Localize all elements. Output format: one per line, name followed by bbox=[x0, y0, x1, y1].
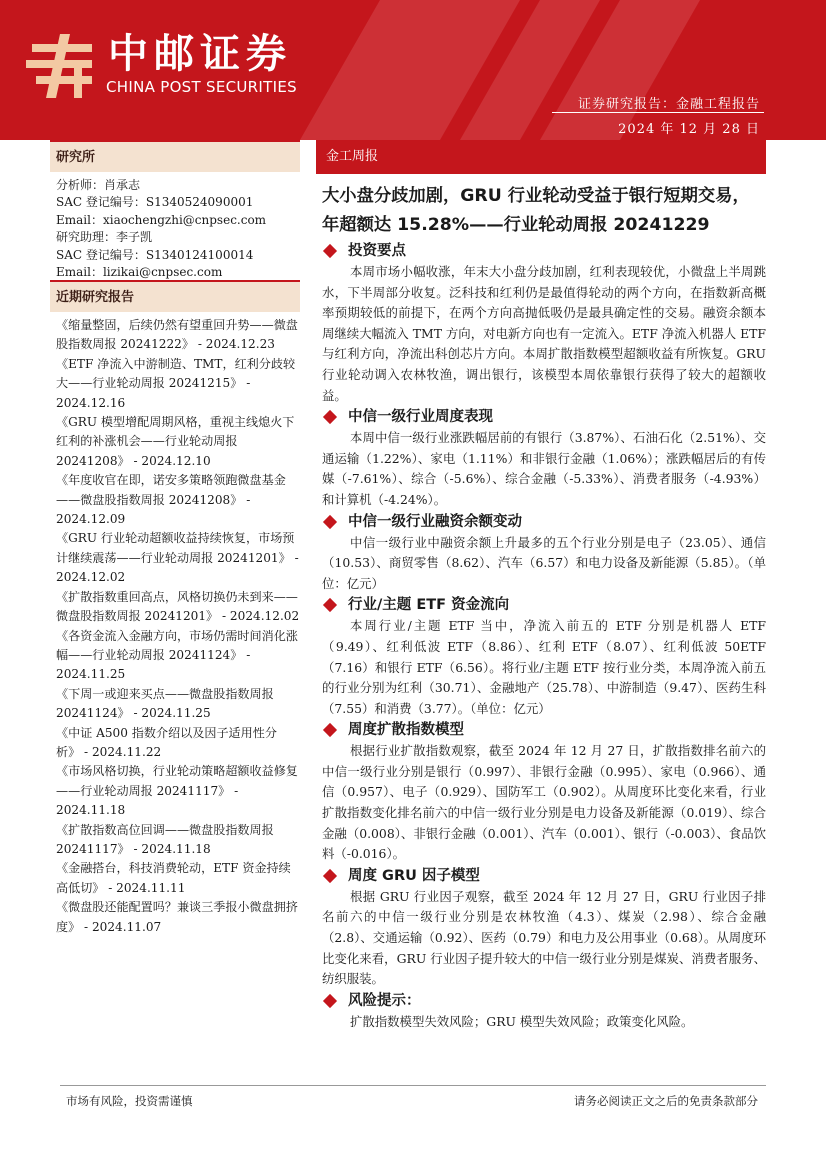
section-heading-key-points bbox=[322, 240, 766, 262]
header-band bbox=[0, 0, 826, 140]
section-heading-gru-model bbox=[322, 865, 766, 887]
section-body: 根据行业扩散指数观察，截至 2024 年 12 月 27 日，扩散指数排名前六的中信一级行业分别是银行（0.997）、非银行金融（0.995）、家电（0.966）、通信（0.957）、电子（0.929）、国防军工（0.902）。从周度环比变化来看，行业扩散指数变化排名前六的中信一级行业分别是电力设备及新能源（0.019）、综合金融（0.008）、非银行金融（0.001）、汽车（0.001）、银行（-0.003）、食品饮料（-0.016）。 bbox=[322, 743, 766, 862]
china-post-logo-icon bbox=[26, 30, 98, 102]
diamond-bullet-icon bbox=[323, 994, 337, 1008]
report-item[interactable] bbox=[56, 859, 300, 898]
assistant-name: 研究助理：李子凯 bbox=[56, 230, 153, 245]
report-date: 2024 年 12 月 28 日 bbox=[618, 122, 760, 137]
report-date: - 2024.11.07 bbox=[80, 919, 162, 934]
report-item[interactable] bbox=[56, 413, 300, 471]
report-item[interactable] bbox=[56, 355, 300, 413]
assistant-email[interactable]: Email：lizikai@cnpsec.com bbox=[56, 265, 223, 280]
report-item[interactable] bbox=[56, 762, 300, 820]
report-title: 《年度收官在即，诺安多策略领跑微盘基金——微盘股指数周报 20241208》 bbox=[56, 473, 286, 507]
analyst-name: 分析师：肖承志 bbox=[56, 178, 141, 192]
report-title: 大小盘分歧加剧，GRU 行业轮动受益于银行短期交易，年超额达 15.28%——行业轮动周报 20241229 bbox=[322, 186, 750, 235]
report-date: - 2024.12.09 bbox=[56, 492, 251, 527]
report-date: - 2024.12.10 bbox=[129, 453, 211, 468]
analyst-email[interactable]: Email：xiaochengzhi@cnpsec.com bbox=[56, 212, 267, 227]
footer-divider bbox=[60, 1085, 766, 1086]
report-title: 《缩量整固，后续仍然有望重回升势——微盘股指数周报 20241222》 bbox=[56, 318, 298, 352]
logo-chinese-text: 中邮证券 bbox=[108, 31, 292, 77]
report-title: 《扩散指数高位回调——微盘股指数周报 20241117》 bbox=[56, 822, 274, 856]
section-heading-risk-warning bbox=[322, 990, 766, 1012]
report-item[interactable] bbox=[56, 821, 300, 860]
assistant-sac: SAC 登记编号：S1340124100014 bbox=[56, 247, 254, 262]
section-body: 本周市场小幅收涨，年末大小盘分歧加剧，红利表现较优，小微盘上半周跳水，下半周部分收复。泛科技和红利仍是最值得轮动的两个方向，在指数新高概率预期较低的前提下，在两个方向高抛低吸仍是最具确定性的交易。融资余额本周继续大幅流入 TMT 方向，对电新方向也有一定流入。ETF 净流入机器人 ETF 与红利方向，净流出科创芯片方向。本周扩散指数模型超额收益有所恢复。GRU 行业轮动调入农林牧渔，调出银行，该模型本周依靠银行获得了较大的超额收益。 bbox=[322, 264, 766, 403]
report-date: - 2024.11.25 bbox=[129, 706, 211, 721]
report-title: 《中证 A500 指数介绍以及因子适用性分析》 bbox=[56, 725, 277, 759]
diamond-bullet-icon bbox=[323, 244, 337, 258]
section-heading-text: 中信一级行业周度表现 bbox=[348, 409, 493, 426]
report-date: - 2024.11.18 bbox=[56, 783, 239, 818]
analyst-sac: SAC 登记编号：S1340524090001 bbox=[56, 195, 254, 210]
report-title: 《微盘股还能配置吗？兼谈三季报小微盘拥挤度》 bbox=[56, 900, 298, 934]
section-heading-text: 风险提示： bbox=[348, 992, 421, 1009]
diamond-bullet-icon bbox=[323, 723, 337, 737]
report-date: - 2024.12.16 bbox=[56, 376, 251, 410]
header-divider bbox=[552, 112, 764, 113]
section-heading-text: 中信一级行业融资余额变动 bbox=[348, 513, 522, 530]
report-item[interactable] bbox=[56, 471, 300, 529]
report-title: 《市场风格切换，行业轮动策略超额收益修复——行业轮动周报 20241117》 bbox=[56, 764, 298, 798]
report-title: 《ETF 净流入中游制造、TMT，红利分歧较大——行业轮动周报 20241215》 bbox=[56, 356, 296, 391]
diamond-bullet-icon bbox=[323, 598, 337, 612]
institute-heading: 研究所 bbox=[50, 140, 300, 172]
diamond-bullet-icon bbox=[323, 869, 337, 883]
report-date: - 2024.12.23 bbox=[193, 337, 275, 352]
section-body: 本周中信一级行业涨跌幅居前的有银行（3.87%）、石油石化（2.51%）、交通运输（1.22%）、家电（1.11%）和非银行金融（1.06%）；涨跌幅居后的有传媒（-7.61%）、综合（-5.6%）、综合金融（-5.33%）、消费者服务（-4.93%）和计算机（-4.24%）。 bbox=[322, 430, 766, 507]
footer-disclaimer-note: 请务必阅读正文之后的免责条款部分 bbox=[574, 1094, 758, 1108]
diamond-bullet-icon bbox=[323, 514, 337, 528]
section-heading-text: 周度扩散指数模型 bbox=[348, 722, 464, 739]
section-heading-text: 行业/主题 ETF 资金流向 bbox=[348, 597, 510, 614]
recent-reports-list bbox=[56, 316, 300, 937]
report-item[interactable] bbox=[56, 588, 300, 627]
section-body: 中信一级行业中融资余额上升最多的五个行业分别是电子（23.05）、通信（10.53）、商贸零售（8.62）、汽车（6.57）和电力设备及新能源（5.85）。（单位：亿元） bbox=[322, 534, 766, 591]
section-heading-industry-performance bbox=[322, 406, 766, 428]
section-body: 根据 GRU 行业因子观察，截至 2024 年 12 月 27 日，GRU 行业因子排名前六的中信一级行业分别是农林牧渔（4.3）、煤炭（2.98）、综合金融（2.8）、交通运输（0.92）、医药（0.79）和电力及公用事业（0.68）。从周度环比变化来看，GRU 行业因子提升较大的中信一级行业分别是煤炭、消费者服务、纺织服装。 bbox=[322, 888, 766, 987]
report-date: - 2024.11.22 bbox=[80, 744, 162, 759]
report-date: - 2024.12.02 bbox=[56, 550, 299, 585]
report-title: 《扩散指数重回高点，风格切换仍未到来——微盘股指数周报 20241201》 bbox=[56, 589, 298, 624]
report-title: 《各资金流入金融方向，市场仍需时间消化涨幅——行业轮动周报 20241124》 bbox=[56, 628, 298, 662]
report-title: 《GRU 模型增配周期风格，重视主线熄火下红利的补涨机会——行业轮动周报 20241208》 bbox=[56, 415, 295, 468]
report-date: - 2024.11.18 bbox=[129, 841, 211, 856]
footer-risk-note: 市场有风险，投资需谨慎 bbox=[66, 1094, 193, 1108]
section-tag: 金工周报 bbox=[316, 140, 766, 174]
report-date: - 2024.11.25 bbox=[56, 647, 251, 682]
report-item[interactable] bbox=[56, 724, 300, 763]
recent-reports-heading: 近期研究报告 bbox=[50, 280, 300, 312]
logo-english-text: CHINA POST SECURITIES bbox=[106, 78, 297, 96]
report-item[interactable] bbox=[56, 627, 300, 685]
section-heading-text: 投资要点 bbox=[348, 243, 406, 259]
report-title: 《下周一或迎来买点——微盘股指数周报 20241124》 bbox=[56, 686, 274, 721]
report-date: - 2024.12.02 bbox=[218, 609, 300, 624]
diamond-bullet-icon bbox=[323, 410, 337, 424]
section-body: 扩散指数模型失效风险；GRU 模型失效风险；政策变化风险。 bbox=[350, 1013, 694, 1029]
section-heading-etf-flows bbox=[322, 594, 766, 616]
report-title: 《金融搭台，科技消费轮动，ETF 资金持续高低切》 bbox=[56, 861, 291, 895]
report-item[interactable] bbox=[56, 529, 300, 587]
report-type: 证券研究报告：金融工程报告 bbox=[577, 97, 760, 112]
report-date: - 2024.11.11 bbox=[104, 880, 186, 895]
report-item[interactable] bbox=[56, 685, 300, 724]
section-body: 本周行业/主题 ETF 当中，净流入前五的 ETF 分别是机器人 ETF（9.49）、红利低波 ETF（8.86）、红利 ETF（8.07）、红利低波 50ETF（7.16）和银行 ETF（6.56）。将行业/主题 ETF 按行业分类，本周净流入前五的行业分别为红利（30.71）、金融地产（25.78）、中游制造（9.47）、医药生科（7.55）和消费（3.77）。（单位：亿元） bbox=[322, 618, 766, 716]
section-heading-text: 周度 GRU 因子模型 bbox=[348, 867, 480, 884]
section-heading-diffusion-model bbox=[322, 719, 766, 741]
section-heading-margin-balance bbox=[322, 511, 766, 533]
report-item[interactable] bbox=[56, 898, 300, 937]
report-title: 《GRU 行业轮动超额收益持续恢复，市场预计继续震荡——行业轮动周报 20241201》 bbox=[56, 531, 295, 565]
report-body bbox=[322, 240, 766, 1032]
report-item[interactable] bbox=[56, 316, 300, 355]
analyst-info bbox=[56, 177, 304, 281]
